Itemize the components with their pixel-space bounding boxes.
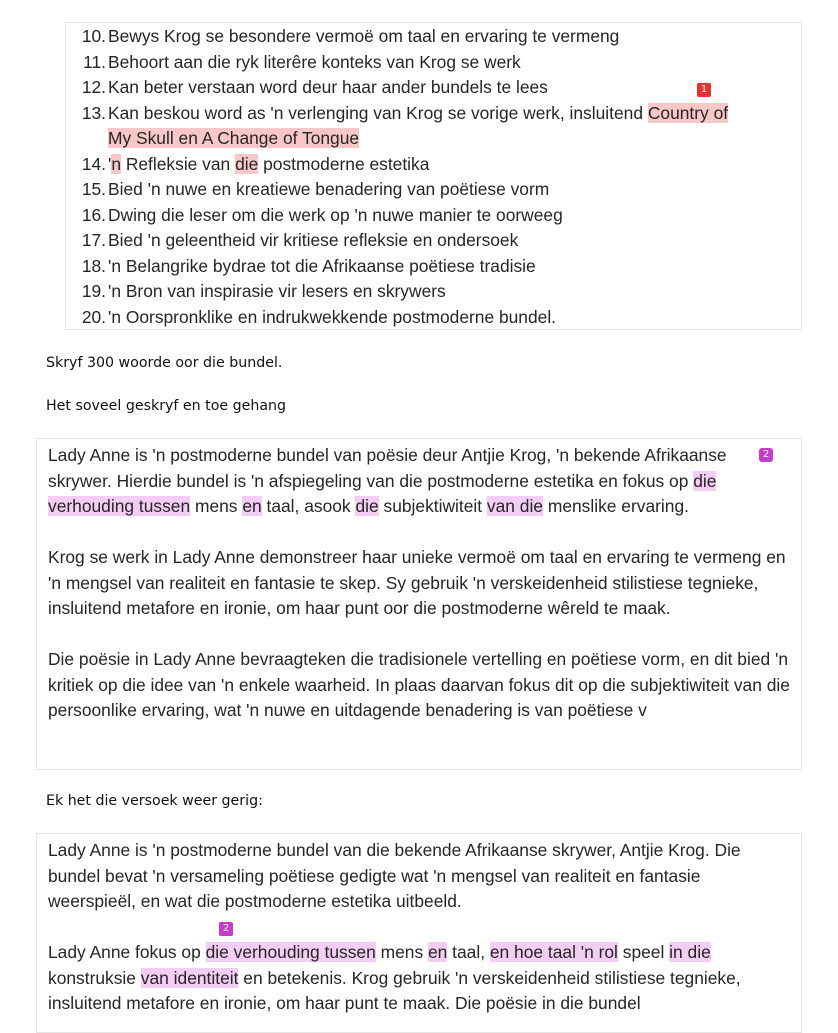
- highlight-pink: en: [242, 496, 262, 516]
- list-item: 14. 'n Refleksie van die postmoderne estetika: [81, 153, 430, 174]
- numbered-list-box: [65, 22, 802, 330]
- answer-box-1: [36, 438, 802, 770]
- paragraph: Lady Anne fokus op die verhouding tussen mens en taal, en hoe taal 'n rol speel in die konstruksie van identiteit en betekenis. Krog gebruik 'n verskeidenheid stilistiese tegnieke, insluitend metafore en ironie, om haar punt te maak. Die poësie in die bundel: [48, 942, 741, 1013]
- highlight-pink: en: [427, 942, 448, 962]
- stuck-label: Het soveel geskryf en toe gehang: [46, 398, 287, 414]
- list-item: 11. Behoort aan die ryk literêre konteks van Krog se werk: [83, 51, 521, 72]
- annotation-marker-pink[interactable]: 2: [759, 448, 773, 462]
- highlight-red: Country of: [647, 102, 729, 123]
- paragraph: Krog se werk in Lady Anne demonstreer haar unieke vermoë om taal en ervaring te vermeng en 'n mengsel van realiteit en fantasie te skep. Sy gebruik 'n verskeidenheid stilistiese tegnieke, insluitend metafore en ironie, om haar punt oor die postmoderne wêreld te maak.: [48, 547, 786, 618]
- list-item: 13. Kan beskou word as 'n verlenging van Krog se vorige werk, insluitend Country of: [81, 102, 729, 123]
- list-item-continuation: [76, 126, 793, 152]
- highlight-pink: van die: [486, 496, 543, 516]
- paragraph: Die poësie in Lady Anne bevraagteken die tradisionele vertelling en poëtiese vorm, en dit bied 'n kritiek op die idee van 'n enkele waarheid. In plaas daarvan fokus dit op die subjektiwiteit van die persoonlike ervaring, wat 'n nuwe en uitdagende benadering is van poëtiese v: [48, 649, 790, 720]
- answer-box-2: [36, 833, 802, 1033]
- highlight-pink: van identiteit: [140, 967, 239, 988]
- paragraph: Lady Anne is 'n postmoderne bundel van poësie deur Antjie Krog, 'n bekende Afrikaanse skrywer. Hierdie bundel is 'n afspiegeling van die postmoderne estetika en fokus op die verhouding tussen mens en taal, asook die subjektiwiteit van die menslike ervaring.: [48, 445, 727, 516]
- write-prompt-label: Skryf 300 woorde oor die bundel.: [46, 355, 283, 371]
- highlight-red: n: [111, 153, 121, 174]
- highlight-pink: in die: [669, 942, 711, 962]
- highlight-pink: en hoe taal 'n rol: [489, 942, 618, 962]
- list-item: 17. Bied 'n geleentheid vir kritiese refleksie en ondersoek: [81, 230, 519, 250]
- annotation-marker-pink[interactable]: 2: [219, 922, 233, 936]
- annotation-marker-red[interactable]: 1: [697, 83, 711, 97]
- paragraph: Lady Anne is 'n postmoderne bundel van die bekende Afrikaanse skrywer, Antjie Krog. Die bundel bevat 'n versameling poëtiese gedigte wat 'n mengsel van realiteit en fantasie weerspieël, en wat die postmoderne estetika uitbeeld.: [48, 840, 741, 911]
- highlight-pink: die verhouding tussen: [205, 942, 376, 962]
- retry-label: Ek het die versoek weer gerig:: [46, 793, 263, 809]
- highlight-pink: die verhouding tussen: [48, 470, 717, 516]
- list-item: 15. Bied 'n nuwe en kreatiewe benadering van poëtiese vorm: [81, 179, 550, 199]
- list-item: 10. Bewys Krog se besondere vermoë om taal en ervaring te vermeng: [81, 26, 620, 46]
- list-item: 18. 'n Belangrike bydrae tot die Afrikaanse poëtiese tradisie: [81, 255, 536, 276]
- list-item: 16. Dwing die leser om die werk op 'n nuwe manier te oorweeg: [81, 204, 563, 225]
- list-item: 20. 'n Oorspronklike en indrukwekkende postmoderne bundel.: [81, 306, 557, 327]
- highlight-red: My Skull en A Change of Tongue: [108, 128, 360, 148]
- list-item: 19. 'n Bron van inspirasie vir lesers en skrywers: [81, 281, 446, 301]
- highlight-pink: die: [355, 496, 379, 516]
- highlight-red: die: [235, 153, 259, 174]
- list-item: 12. Kan beter verstaan word deur haar ander bundels te lees: [81, 77, 548, 97]
